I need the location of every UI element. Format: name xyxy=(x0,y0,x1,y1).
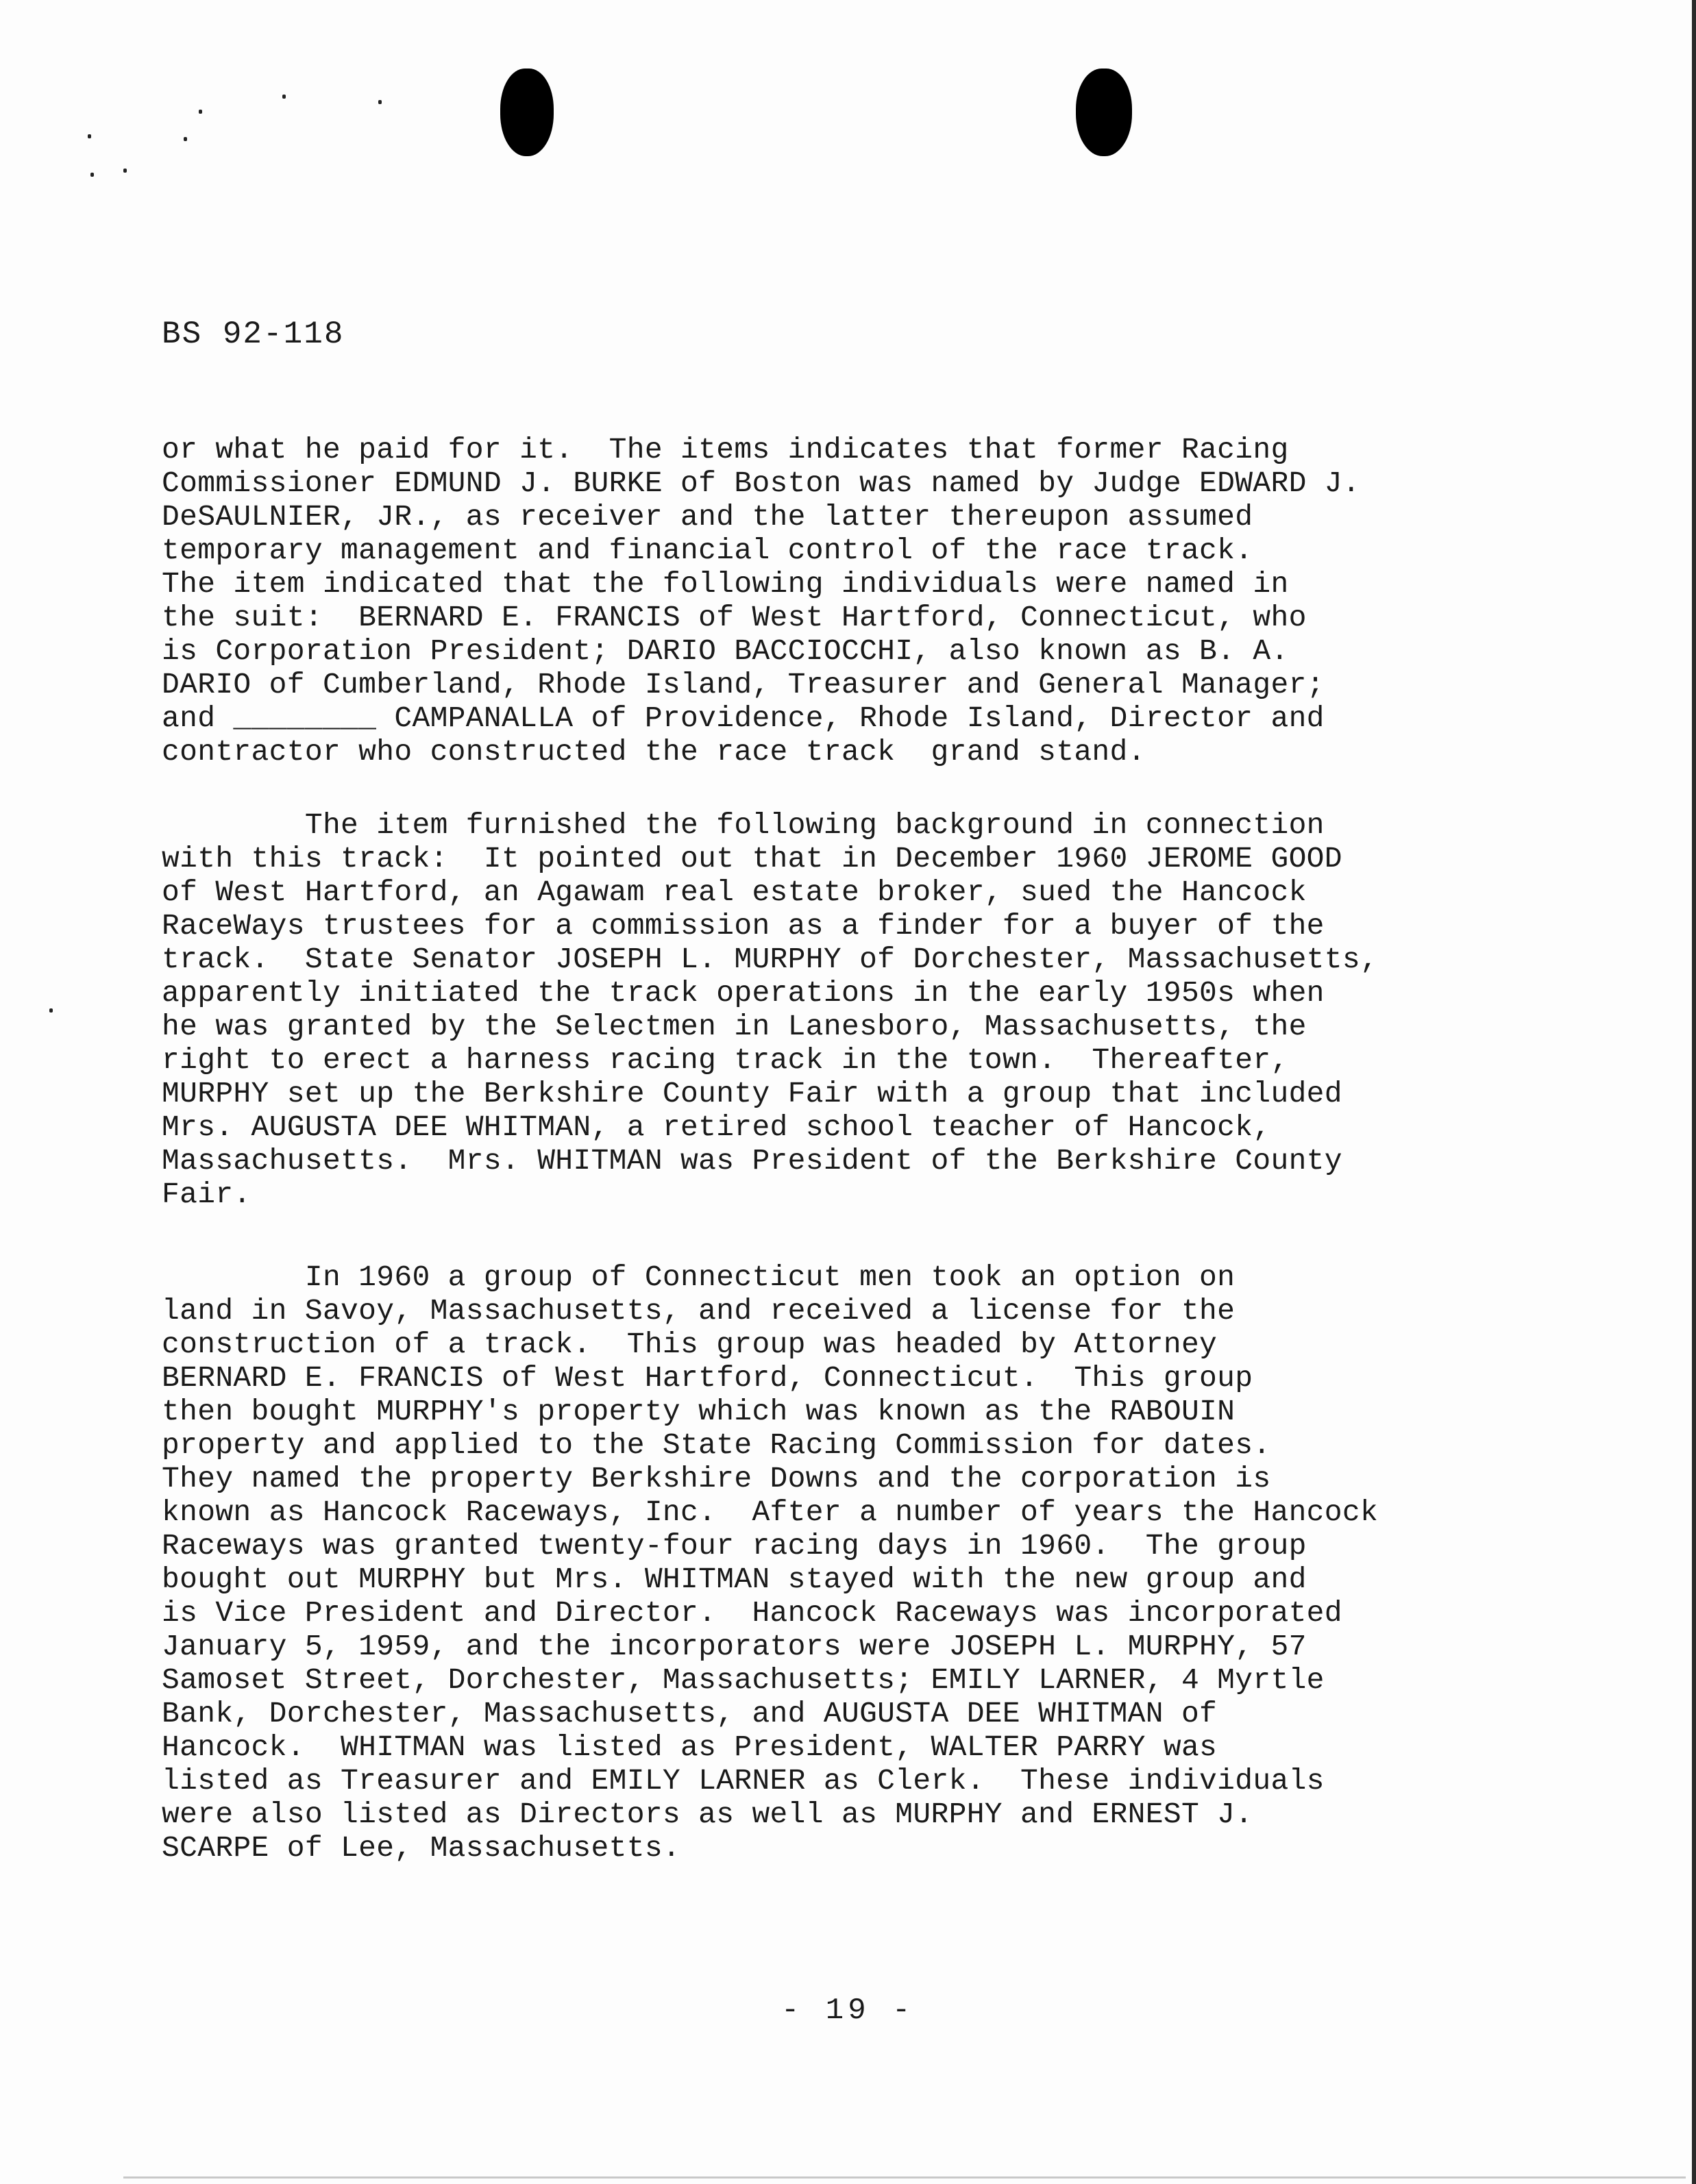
body-line: Fair. xyxy=(162,1178,251,1211)
body-line: The item indicated that the following individuals were named in xyxy=(162,567,1289,601)
body-line: temporary management and financial control of the race track. xyxy=(162,534,1253,567)
body-line: RaceWays trustees for a commission as a finder for a buyer of the xyxy=(162,909,1325,943)
body-line: right to erect a harness racing track in the town. Thereafter, xyxy=(162,1043,1289,1077)
scan-speck xyxy=(184,137,187,141)
body-line: bought out MURPHY but Mrs. WHITMAN stayed with the new group and xyxy=(162,1563,1307,1596)
body-line: were also listed as Directors as well as MURPHY and ERNEST J. xyxy=(162,1798,1253,1831)
body-line: known as Hancock Raceways, Inc. After a number of years the Hancock xyxy=(162,1496,1379,1529)
file-number: BS 92-118 xyxy=(162,317,345,352)
punch-hole-left xyxy=(500,69,554,156)
body-line: is Corporation President; DARIO BACCIOCCHI, also known as B. A. xyxy=(162,634,1289,668)
body-line: of West Hartford, an Agawam real estate broker, sued the Hancock xyxy=(162,876,1307,909)
body-line: track. State Senator JOSEPH L. MURPHY of Dorchester, Massachusetts, xyxy=(162,943,1379,976)
body-line: DARIO of Cumberland, Rhode Island, Treasurer and General Manager; xyxy=(162,668,1325,702)
scan-speck xyxy=(123,169,127,173)
body-line: land in Savoy, Massachusetts, and received a license for the xyxy=(162,1294,1236,1328)
punch-hole-right xyxy=(1076,69,1132,156)
body-line: he was granted by the Selectmen in Lanesboro, Massachusetts, the xyxy=(162,1010,1307,1043)
body-line: or what he paid for it. The items indicates that former Racing xyxy=(162,433,1289,467)
body-line: Samoset Street, Dorchester, Massachusetts; EMILY LARNER, 4 Myrtle xyxy=(162,1663,1325,1697)
body-line: the suit: BERNARD E. FRANCIS of West Hartford, Connecticut, who xyxy=(162,601,1307,634)
body-line: Mrs. AUGUSTA DEE WHITMAN, a retired school teacher of Hancock, xyxy=(162,1110,1271,1144)
body-line: Massachusetts. Mrs. WHITMAN was President of the Berkshire County xyxy=(162,1144,1342,1178)
body-line: then bought MURPHY's property which was known as the RABOUIN xyxy=(162,1395,1236,1428)
scan-bottom-edge xyxy=(123,2176,1686,2179)
scan-speck xyxy=(378,100,382,104)
scan-speck xyxy=(49,1008,53,1013)
body-line: Commissioner EDMUND J. BURKE of Boston was named by Judge EDWARD J. xyxy=(162,467,1360,500)
body-line: In 1960 a group of Connecticut men took an option on xyxy=(162,1261,1236,1294)
scan-speck xyxy=(88,134,91,138)
body-line: SCARPE of Lee, Massachusetts. xyxy=(162,1831,681,1865)
body-line: with this track: It pointed out that in December 1960 JEROME GOOD xyxy=(162,842,1342,876)
body-line: MURPHY set up the Berkshire County Fair with a group that included xyxy=(162,1077,1342,1110)
body-line: contractor who constructed the race track grand stand. xyxy=(162,735,1146,769)
body-line: is Vice President and Director. Hancock Raceways was incorporated xyxy=(162,1596,1342,1630)
body-line: Hancock. WHITMAN was listed as President, WALTER PARRY was xyxy=(162,1730,1218,1764)
body-line: DeSAULNIER, JR., as receiver and the latter thereupon assumed xyxy=(162,500,1253,534)
body-line: They named the property Berkshire Downs and the corporation is xyxy=(162,1462,1271,1496)
body-line: property and applied to the State Racing Commission for dates. xyxy=(162,1428,1271,1462)
body-line: Raceways was granted twenty-four racing days in 1960. The group xyxy=(162,1529,1307,1563)
scan-edge xyxy=(1692,0,1696,2184)
body-line: listed as Treasurer and EMILY LARNER as Clerk. These individuals xyxy=(162,1764,1325,1798)
body-line: Bank, Dorchester, Massachusetts, and AUGUSTA DEE WHITMAN of xyxy=(162,1697,1218,1730)
page-number: - 19 - xyxy=(781,1994,915,2028)
scan-speck xyxy=(90,173,94,177)
scan-speck xyxy=(282,95,286,99)
body-line: The item furnished the following background in connection xyxy=(162,808,1325,842)
body-line: construction of a track. This group was headed by Attorney xyxy=(162,1328,1218,1361)
body-line: apparently initiated the track operations in the early 1950s when xyxy=(162,976,1325,1010)
body-line: January 5, 1959, and the incorporators were JOSEPH L. MURPHY, 57 xyxy=(162,1630,1307,1663)
body-line: BERNARD E. FRANCIS of West Hartford, Connecticut. This group xyxy=(162,1361,1253,1395)
body-line: and ________ CAMPANALLA of Providence, Rhode Island, Director and xyxy=(162,702,1325,735)
scan-speck xyxy=(199,110,202,114)
